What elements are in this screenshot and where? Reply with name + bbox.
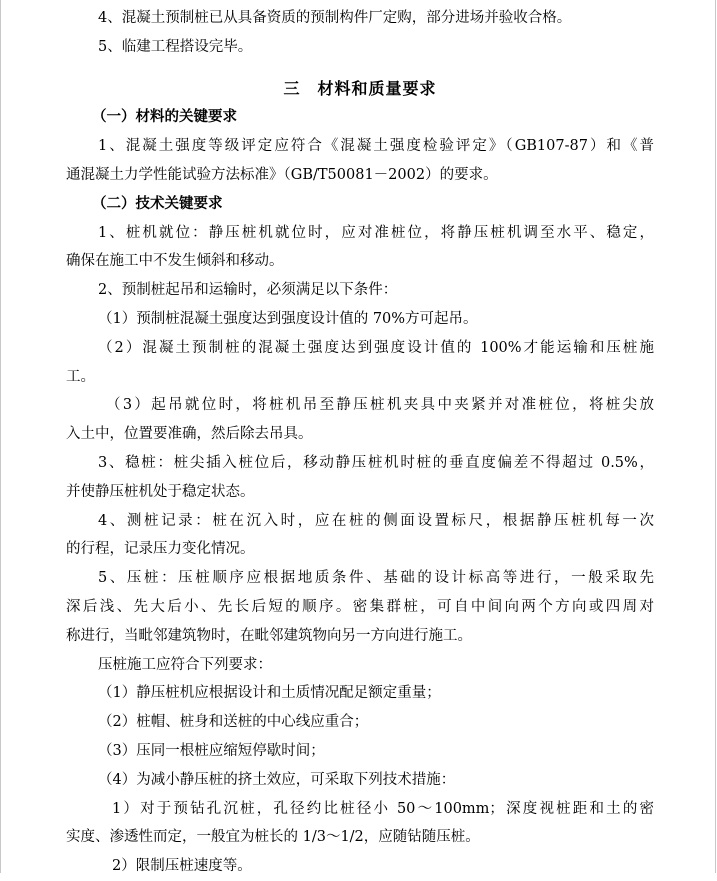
list-item: （1）静压桩机应根据设计和土质情况配足额定重量； [98,685,441,702]
paragraph-line: 并使静压桩机处于稳定状态。 [66,483,255,500]
paragraph-line: 1、混凝土强度等级评定应符合《混凝土强度检验评定》（GB107-87）和《普 [98,138,654,155]
list-item: 1）对于预钻孔沉桩，孔径约比桩径小 50～100mm；深度视桩距和土的密 [112,800,654,817]
paragraph-line: 实度、渗透性而定，一般宜为桩长的 1/3～1/2，应随钻随压桩。 [66,829,480,846]
paragraph-line: 2、预制桩起吊和运输时，必须满足以下条件： [98,282,398,299]
paragraph-line: 称进行，当毗邻建筑物时，在毗邻建筑物向另一方向进行施工。 [66,627,472,644]
paragraph-line: 压桩施工应符合下列要求： [98,656,272,673]
paragraph-line: 通混凝土力学性能试验方法标准》（GB/T50081－2002）的要求。 [66,166,498,183]
list-item: （2）桩帽、桩身和送桩的中心线应重合； [98,714,369,731]
paragraph-line: 1、桩机就位：静压桩机就位时，应对准桩位，将静压桩机调至水平、稳定， [98,224,654,241]
paragraph-line: 4、测桩记录：桩在沉入时，应在桩的侧面设置标尺，根据静压桩机每一次 [98,512,654,529]
page-left-edge [0,0,1,873]
paragraph-line: （3）起吊就位时，将桩机吊至静压桩机夹具中夹紧并对准桩位，将桩尖放 [106,397,654,414]
document-body [66,4,654,881]
paragraph-line: 深后浅、先大后小、先长后短的顺序。密集群桩，可自中间向两个方向或四周对 [66,598,654,615]
paragraph-line: （1）预制桩混凝土强度达到强度设计值的 70%方可起吊。 [98,310,478,327]
paragraph-line: 的行程，记录压力变化情况。 [66,541,255,558]
list-item: （4）为减小静压桩的挤土效应，可采取下列技术措施： [98,771,456,788]
paragraph-line: 工。 [66,368,95,385]
subsection-heading: （一）材料的关键要求 [92,108,237,126]
list-item: （3）压同一根桩应缩短停歇时间； [98,742,325,759]
paragraph-line: 4、混凝土预制桩已从具备资质的预制构件厂定购，部分进场并验收合格。 [98,10,572,26]
paragraph-line: 入土中，位置要准确，然后除去吊具。 [66,426,313,443]
paragraph-line: （2）混凝土预制桩的混凝土强度达到强度设计值的 100%才能运输和压桩施 [98,339,654,356]
paragraph-line: 5、压桩：压桩顺序应根据地质条件、基础的设计标高等进行，一般采取先 [98,570,654,587]
paragraph-line: 5、临建工程搭设完毕。 [98,38,253,55]
subsection-heading: （二）技术关键要求 [92,194,223,212]
page-right-edge [715,0,716,873]
list-item: 2）限制压桩速度等。 [112,858,252,875]
paragraph-line: 确保在施工中不发生倾斜和移动。 [66,253,284,270]
paragraph-line: 3、稳桩：桩尖插入桩位后，移动静压桩机时桩的垂直度偏差不得超过 0.5%， [98,454,654,471]
section-heading: 三 材料和质量要求 [283,78,437,98]
